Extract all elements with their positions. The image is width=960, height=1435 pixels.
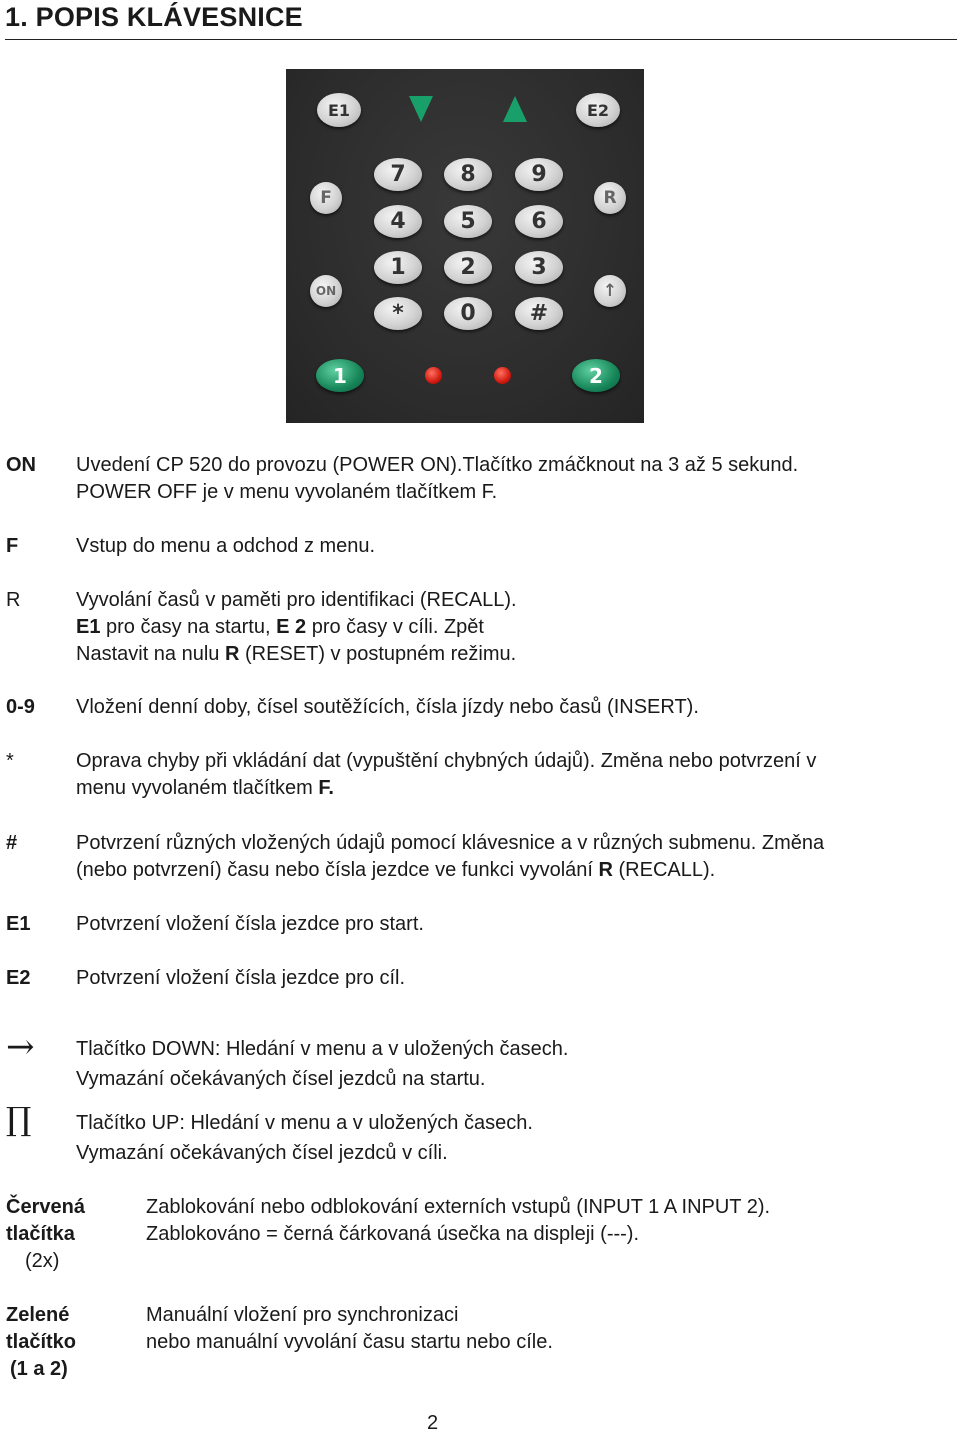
key-star: * <box>374 297 422 330</box>
legend-desc-r-3: Nastavit na nulu R (RESET) v postupném režimu. <box>76 643 517 665</box>
green-key-1: 1 <box>316 359 364 392</box>
legend-desc-on-2: POWER OFF je v menu vyvolaném tlačítkem F. <box>76 481 498 503</box>
legend-key-f: F <box>6 535 19 557</box>
page-number: 2 <box>426 1412 439 1434</box>
legend-desc-down-2: Vymazání očekávaných čísel jezdců na startu. <box>76 1068 486 1090</box>
key-1: 1 <box>374 251 422 284</box>
legend-key-green-1: Zelené <box>6 1304 70 1326</box>
down-symbol-icon: → <box>6 1027 35 1067</box>
red-button-1 <box>425 367 442 384</box>
legend-key-on: ON <box>6 454 36 476</box>
up-key: ↑ <box>594 275 626 307</box>
title-underline <box>5 39 957 40</box>
legend-desc-red-2: Zablokováno = černá čárkovaná úsečka na displeji (---). <box>146 1223 640 1245</box>
legend-key-digits: 0-9 <box>6 696 35 718</box>
key-2: 2 <box>444 251 492 284</box>
key-4: 4 <box>374 205 422 238</box>
legend-key-e2: E2 <box>6 967 31 989</box>
key-9: 9 <box>515 158 563 191</box>
legend-desc-up-1: Tlačítko UP: Hledání v menu a v uložených časech. <box>76 1112 533 1134</box>
r-key: R <box>594 182 626 214</box>
legend-key-r: R <box>6 589 21 611</box>
e1-key: E1 <box>317 93 361 127</box>
up-symbol-icon: ∏ <box>6 1100 32 1138</box>
legend-desc-star-2: menu vyvolaném tlačítkem F. <box>76 777 334 799</box>
legend-desc-digits: Vložení denní doby, čísel soutěžících, čísla jízdy nebo časů (INSERT). <box>76 696 699 718</box>
legend-desc-up-2: Vymazání očekávaných čísel jezdců v cíli. <box>76 1142 448 1164</box>
key-8: 8 <box>444 158 492 191</box>
legend-key-hash: # <box>6 832 18 854</box>
legend-desc-green-2: nebo manuální vyvolání času startu nebo cíle. <box>146 1331 553 1353</box>
legend-key-e1: E1 <box>6 913 31 935</box>
red-button-2 <box>494 367 511 384</box>
key-5: 5 <box>444 205 492 238</box>
up-arrow-icon <box>503 96 527 122</box>
legend-desc-e2: Potvrzení vložení čísla jezdce pro cíl. <box>76 967 406 989</box>
legend-key-red-3: (2x) <box>25 1250 60 1272</box>
key-3: 3 <box>515 251 563 284</box>
f-key: F <box>310 182 342 214</box>
legend-key-green-2: tlačítko <box>6 1331 77 1353</box>
key-hash: # <box>515 297 563 330</box>
key-0: 0 <box>444 297 492 330</box>
legend-key-green-3: (1 a 2) <box>10 1358 68 1380</box>
on-key: ON <box>310 275 342 307</box>
legend-desc-down-1: Tlačítko DOWN: Hledání v menu a v uložených časech. <box>76 1038 569 1060</box>
legend-desc-hash-1: Potvrzení různých vložených údajů pomocí klávesnice a v různých submenu. Změna <box>76 832 825 854</box>
page-title: 1. POPIS KLÁVESNICE <box>5 2 303 32</box>
key-6: 6 <box>515 205 563 238</box>
green-key-2: 2 <box>572 359 620 392</box>
legend-desc-e1: Potvrzení vložení čísla jezdce pro start. <box>76 913 424 935</box>
legend-desc-red-1: Zablokování nebo odblokování externích vstupů (INPUT 1 A INPUT 2). <box>146 1196 771 1218</box>
legend-key-red-1: Červená <box>6 1196 85 1218</box>
legend-desc-r-2: E1 pro časy na startu, E 2 pro časy v cíli. Zpět <box>76 616 484 638</box>
legend-desc-hash-2: (nebo potvrzení) času nebo čísla jezdce ve funkci vyvolání R (RECALL). <box>76 859 716 881</box>
legend-key-star: * <box>6 750 14 772</box>
legend-desc-r-1: Vyvolání časů v paměti pro identifikaci (RECALL). <box>76 589 517 611</box>
legend-key-red-2: tlačítka <box>6 1223 75 1245</box>
keypad-image <box>286 69 644 423</box>
legend-desc-green-1: Manuální vložení pro synchronizaci <box>146 1304 459 1326</box>
down-arrow-icon <box>409 96 433 122</box>
key-7: 7 <box>374 158 422 191</box>
e2-key: E2 <box>576 93 620 127</box>
legend-desc-star-1: Oprava chyby při vkládání dat (vypuštění chybných údajů). Změna nebo potvrzení v <box>76 750 817 772</box>
legend-desc-f: Vstup do menu a odchod z menu. <box>76 535 376 557</box>
legend-desc-on-1: Uvedení CP 520 do provozu (POWER ON).Tlačítko zmáčknout na 3 až 5 sekund. <box>76 454 799 476</box>
